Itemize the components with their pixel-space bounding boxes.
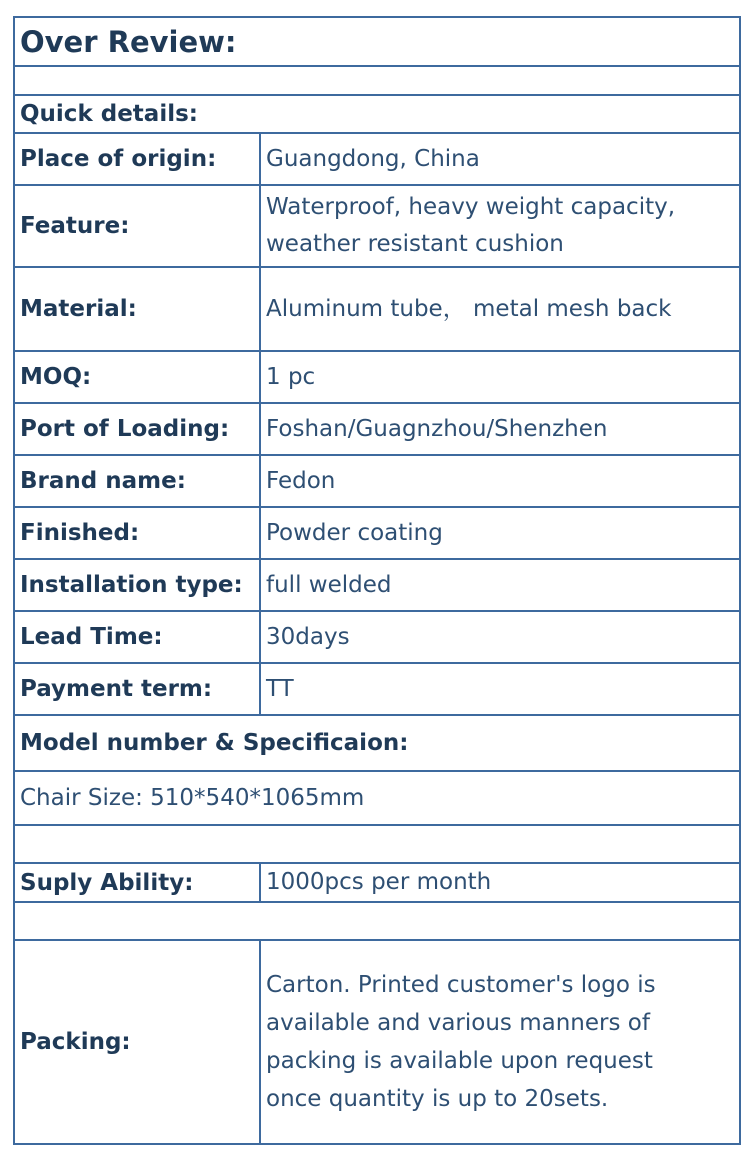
table-row: [14, 455, 740, 507]
table-row: [14, 559, 740, 611]
quick-details-row: [14, 95, 740, 133]
payment-value: TT: [260, 663, 740, 715]
table-row: [14, 940, 740, 1144]
packing-value-line: Carton. Printed customer's logo is: [266, 972, 656, 998]
title-row: [14, 17, 740, 66]
page-title: Over Review:: [14, 17, 740, 66]
packing-value: [260, 940, 740, 1144]
packing-value-line: available and various manners of: [266, 1010, 650, 1036]
table-row: [14, 611, 740, 663]
spec-table: [13, 16, 741, 1145]
moq-value: 1 pc: [260, 351, 740, 403]
table-row: [14, 663, 740, 715]
blank-row: [14, 66, 740, 95]
table-row: [14, 507, 740, 559]
packing-value-line: packing is available upon request: [266, 1048, 653, 1074]
model-heading-row: [14, 715, 740, 771]
table-row: [14, 133, 740, 185]
packing-label: Packing:: [14, 940, 260, 1144]
blank-row: [14, 902, 740, 940]
blank-row: [14, 825, 740, 863]
finished-value: Powder coating: [260, 507, 740, 559]
moq-label: MOQ:: [14, 351, 260, 403]
table-row: [14, 267, 740, 351]
finished-label: Finished:: [14, 507, 260, 559]
table-row: [14, 185, 740, 267]
feature-value-line: Waterproof, heavy weight capacity,: [266, 194, 676, 220]
supply-value: 1000pcs per month: [260, 863, 740, 902]
installation-value: full welded: [260, 559, 740, 611]
quick-details-heading: Quick details:: [14, 95, 740, 133]
table-row: [14, 863, 740, 902]
brand-value: Fedon: [260, 455, 740, 507]
feature-value: [260, 185, 740, 267]
packing-value-line: once quantity is up to 20sets.: [266, 1086, 609, 1112]
table-row: [14, 351, 740, 403]
brand-label: Brand name:: [14, 455, 260, 507]
material-label: Material:: [14, 267, 260, 351]
lead-time-value: 30days: [260, 611, 740, 663]
port-label: Port of Loading:: [14, 403, 260, 455]
material-value: Aluminum tube， metal mesh back: [260, 267, 740, 351]
chair-size: Chair Size: 510*540*1065mm: [14, 771, 740, 825]
feature-value-line: weather resistant cushion: [266, 231, 564, 257]
table-row: [14, 403, 740, 455]
chair-size-row: [14, 771, 740, 825]
blank-cell: [14, 902, 740, 940]
installation-label: Installation type:: [14, 559, 260, 611]
model-heading: Model number & Specificaion:: [14, 715, 740, 771]
blank-cell: [14, 825, 740, 863]
blank-cell: [14, 66, 740, 95]
lead-time-label: Lead Time:: [14, 611, 260, 663]
port-value: Foshan/Guagnzhou/Shenzhen: [260, 403, 740, 455]
origin-value: Guangdong, China: [260, 133, 740, 185]
feature-label: Feature:: [14, 185, 260, 267]
payment-label: Payment term:: [14, 663, 260, 715]
origin-label: Place of origin:: [14, 133, 260, 185]
supply-label: Suply Ability:: [14, 863, 260, 902]
